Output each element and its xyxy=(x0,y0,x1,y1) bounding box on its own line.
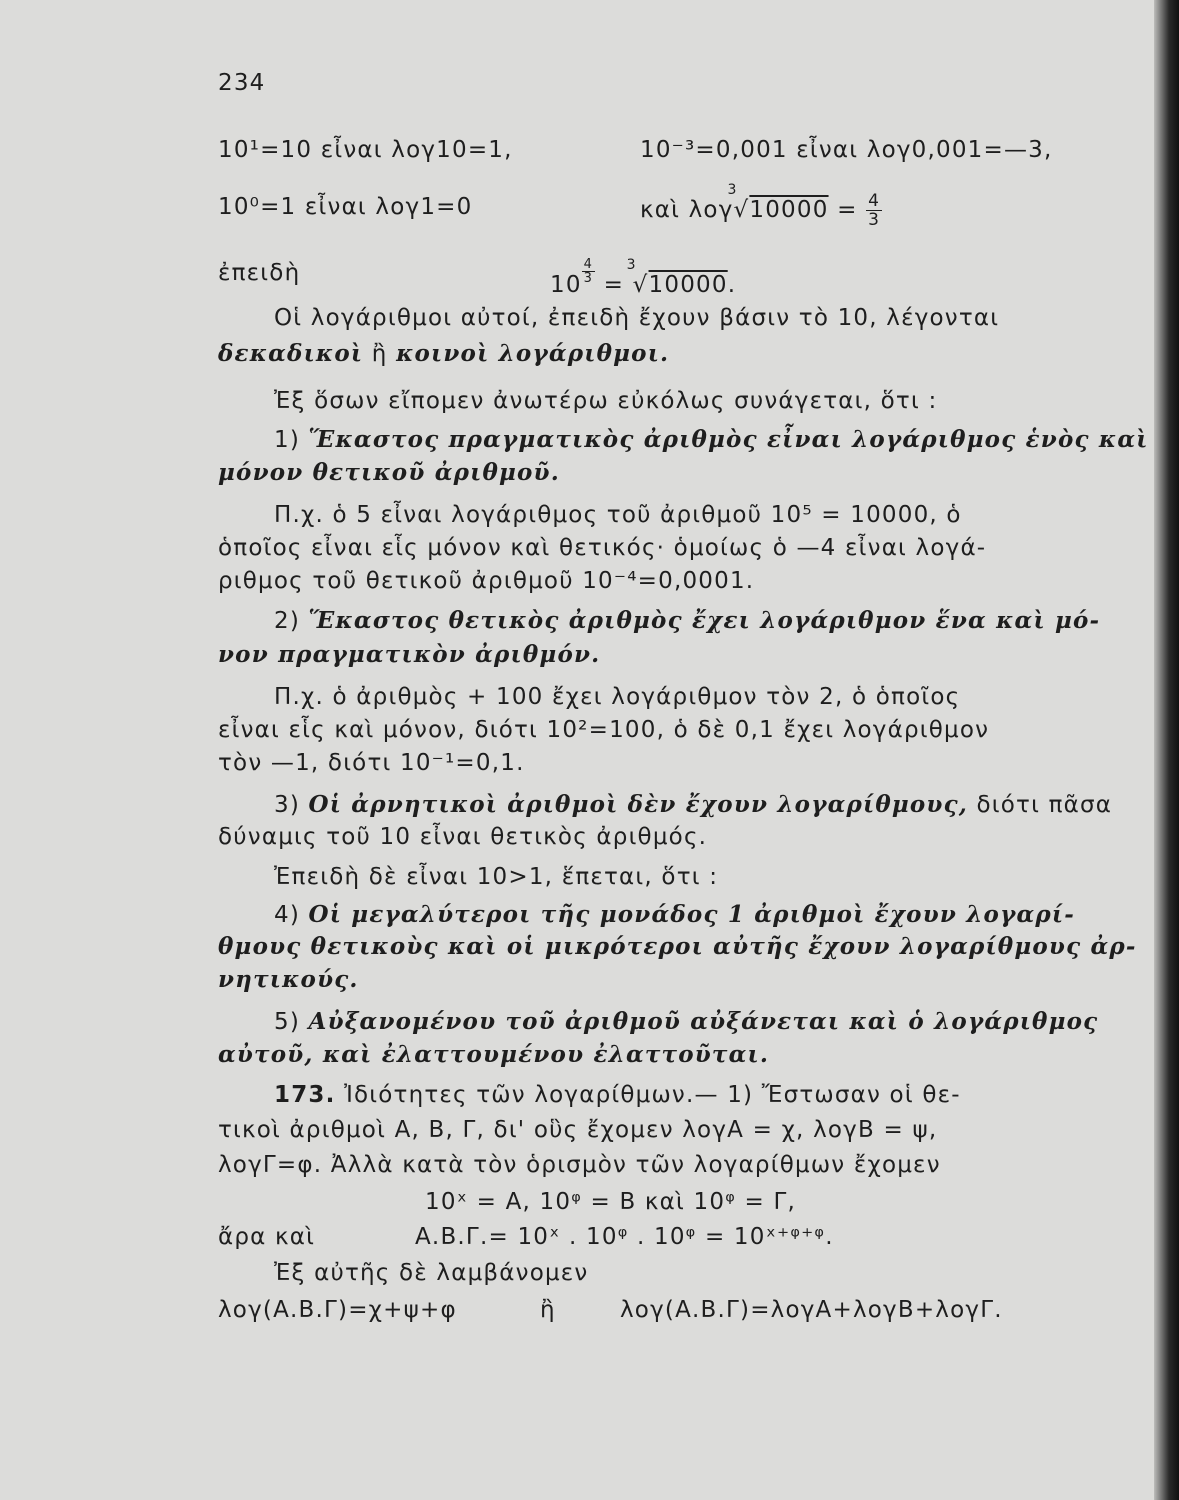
ex2-line1: Π.χ. ὁ ἀριθμὸς + 100 ἔχει λογάριθμον τὸν 2, ὁ ὁποῖος xyxy=(274,684,961,710)
item2-line2: νον πραγματικὸν ἀριθμόν. xyxy=(218,641,601,668)
section-title: Ἰδιότητες τῶν λογαρίθμων. xyxy=(344,1082,695,1108)
formula-cuberoot: καὶ λογ√ 3 10000 = $\frac{4}{3}$ xyxy=(640,192,882,229)
section-number: 173. xyxy=(274,1082,336,1108)
item4-line1: 4) Οἱ μεγαλύτεροι τῆς μονάδος 1 ἀριθμοὶ ἔχουν λογαρί- xyxy=(274,901,1075,928)
para2: Ἐξ ὅσων εἴπομεν ἀνωτέρω εὐκόλως συνάγεται, ὅτι : xyxy=(274,388,938,414)
para4: Ἐξ αὐτῆς δὲ λαμβάνομεν xyxy=(274,1260,589,1286)
item4-line3: νητικούς. xyxy=(218,966,359,993)
item3-line2: δύναμις τοῦ 10 εἶναι θετικὸς ἀριθμός. xyxy=(218,824,708,850)
formula-log1: 10⁰=1 εἶναι λογ1=0 xyxy=(218,194,473,220)
item1-line2: μόνον θετικοῦ ἀριθμοῦ. xyxy=(218,459,560,486)
item5-line1: 5) Αὐξανομένου τοῦ ἀριθμοῦ αὐξάνεται καὶ ὁ λογάριθμος xyxy=(274,1008,1099,1035)
ex2-line2: εἶναι εἷς καὶ μόνον, διότι 10²=100, ὁ δὲ 0,1 ἔχει λογάριθμον xyxy=(218,717,990,743)
ex1-line1: Π.χ. ὁ 5 εἶναι λογάριθμος τοῦ ἀριθμοῦ 10⁵ = 10000, ὁ xyxy=(274,502,962,528)
para1-line1: Οἱ λογάριθμοι αὐτοί, ἐπειδὴ ἔχουν βάσιν τὸ 10, λέγονται xyxy=(274,305,1000,331)
page-edge-shadow xyxy=(1154,0,1179,1500)
equation-product: Α.Β.Γ.= 10ˣ . 10ᵠ . 10ᵠ = 10ˣ⁺ᵠ⁺ᵠ. xyxy=(415,1224,834,1250)
final-equation-or: ἢ xyxy=(540,1297,556,1323)
para1-line2: δεκαδικοὶ ἢ κοινοὶ λογάριθμοι. xyxy=(218,340,670,367)
formula-log0001: 10⁻³=0,001 εἶναι λογ0,001=—3, xyxy=(640,137,1053,163)
equation-powers: 10ˣ = Α, 10ᵠ = Β καὶ 10ᵠ = Γ, xyxy=(425,1189,796,1215)
equation2-lead: ἄρα καὶ xyxy=(218,1224,316,1250)
para3: Ἐπειδὴ δὲ εἶναι 10>1, ἕπεται, ὅτι : xyxy=(274,864,719,890)
formula-power-root: 10 $\frac{4}{3}$ = √ 3 10000. xyxy=(550,257,737,298)
final-equation-right: λογ(Α.Β.Γ)=λογΑ+λογΒ+λογΓ. xyxy=(620,1297,1003,1323)
ex1-line2: ὁποῖος εἶναι εἷς μόνον καὶ θετικός· ὁμοίως ὁ —4 εἶναι λογά- xyxy=(218,535,987,561)
page-number: 234 xyxy=(218,70,266,96)
formula-log10: 10¹=10 εἶναι λογ10=1, xyxy=(218,137,513,163)
section-line3: λογΓ=φ. Ἀλλὰ κατὰ τὸν ὁρισμὸν τῶν λογαρίθμων ἔχομεν xyxy=(218,1152,941,1178)
item5-line2: αὐτοῦ, καὶ ἐλαττουμένου ἐλαττοῦται. xyxy=(218,1041,770,1068)
final-equation-left: λογ(Α.Β.Γ)=χ+ψ+φ xyxy=(218,1297,457,1323)
item4-line2: θμους θετικοὺς καὶ οἱ μικρότεροι αὐτῆς ἔχουν λογαρίθμους ἀρ- xyxy=(218,933,1137,960)
section-heading-line: 173. Ἰδιότητες τῶν λογαρίθμων.— 1) Ἔστωσαν οἱ θε- xyxy=(274,1082,961,1108)
ex1-line3: ριθμος τοῦ θετικοῦ ἀριθμοῦ 10⁻⁴=0,0001. xyxy=(218,568,755,594)
item1-line1: 1) Ἕκαστος πραγματικὸς ἀριθμὸς εἶναι λογάριθμος ἑνὸς καὶ xyxy=(274,426,1149,453)
fraction-4-3: $\frac{4}{3}$ xyxy=(868,191,881,230)
item3-line1: 3) Οἱ ἀρνητικοὶ ἀριθμοὶ δὲν ἔχουν λογαρίθμους, διότι πᾶσα xyxy=(274,791,1113,818)
formula-since-label: ἐπειδὴ xyxy=(218,260,301,286)
item2-line1: 2) Ἕκαστος θετικὸς ἀριθμὸς ἔχει λογάριθμον ἕνα καὶ μό- xyxy=(274,607,1101,634)
section-line2: τικοὶ ἀριθμοὶ Α, Β, Γ, δι' οὓς ἔχομεν λογΑ = χ, λογΒ = ψ, xyxy=(218,1117,938,1143)
root-index: 3 xyxy=(727,182,737,198)
ex2-line3: τὸν —1, διότι 10⁻¹=0,1. xyxy=(218,750,525,776)
